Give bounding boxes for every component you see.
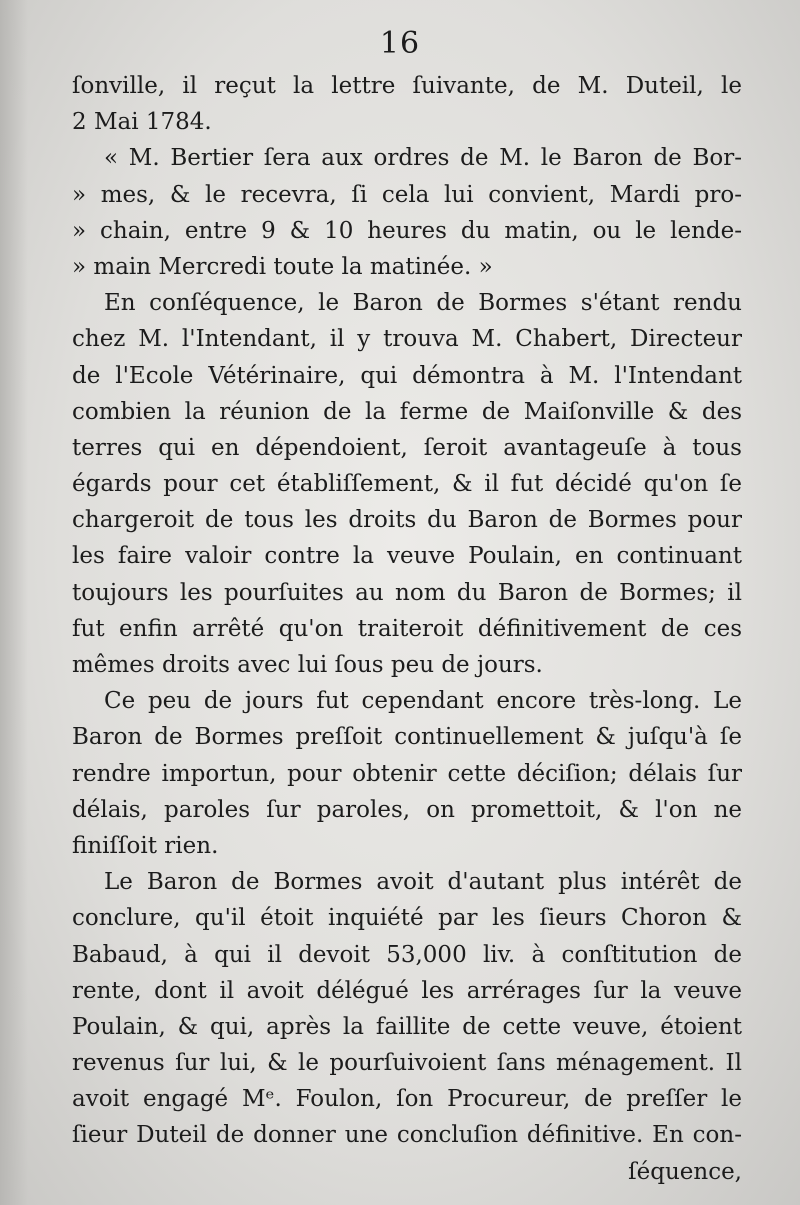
- text-line: Le Baron de Bormes avoit d'autant plus intérêt de: [104, 869, 742, 896]
- text-line: chargeroit de tous les droits du Baron de Bormes pour: [72, 507, 742, 534]
- text-line: Ce peu de jours fut cependant encore très-long. Le: [104, 688, 742, 715]
- text-line: revenus ſur lui, & le pourſuivoient ſans ménagement. Il: [72, 1050, 742, 1077]
- body-text: [72, 68, 742, 1190]
- text-line: les faire valoir contre la veuve Poulain, en continuant: [72, 543, 742, 570]
- text-line: conclure, qu'il étoit inquiété par les ſieurs Choron &: [72, 905, 742, 932]
- text-line: combien la réunion de la ferme de Maiſonville & des: [72, 398, 742, 425]
- text-line: terres qui en dépendoient, ſeroit avantageuſe à tous: [72, 434, 742, 461]
- text-line: En conſéquence, le Baron de Bormes s'étant rendu: [104, 290, 742, 317]
- text-line: » mes, & le recevra, ſi cela lui convient, Mardi pro-: [72, 181, 742, 208]
- gutter-shadow: [0, 0, 28, 1205]
- text-line: ſieur Duteil de donner une concluſion définitive. En con-: [72, 1122, 742, 1149]
- text-line: délais, paroles ſur paroles, on promettoit, & l'on ne: [72, 796, 742, 823]
- text-line: rendre importun, pour obtenir cette déciſion; délais ſur: [72, 760, 742, 787]
- text-line: fut enfin arrêté qu'on traiteroit définitivement de ces: [72, 615, 742, 642]
- text-line: Baron de Bormes preſſoit continuellement & juſqu'à ſe: [72, 724, 742, 751]
- text-line: avoit engagé Mᵉ. Foulon, ſon Procureur, de preſſer le: [72, 1086, 742, 1113]
- page-number: 16: [379, 26, 421, 61]
- text-line: Babaud, à qui il devoit 53,000 liv. à conſtitution de: [72, 941, 742, 968]
- text-line: mêmes droits avec lui ſous peu de jours.: [72, 652, 543, 678]
- text-line: 2 Mai 1784.: [72, 109, 212, 136]
- text-line: finiſſoit rien.: [72, 832, 219, 859]
- text-line: chez M. l'Intendant, il y trouva M. Chabert, Directeur: [72, 326, 742, 353]
- text-line: ſéquence,: [628, 1158, 742, 1185]
- text-line: de l'Ecole Vétérinaire, qui démontra à M. l'Intendant: [72, 362, 742, 389]
- text-line: égards pour cet établiſſement, & il fut décidé qu'on ſe: [72, 471, 742, 498]
- text-line: « M. Bertier ſera aux ordres de M. le Baron de Bor-: [104, 145, 742, 172]
- text-line: ſonville, il reçut la lettre ſuivante, de M. Duteil, le: [72, 73, 742, 99]
- text-line: toujours les pourſuites au nom du Baron de Bormes; il: [72, 579, 742, 606]
- text-line: » chain, entre 9 & 10 heures du matin, ou le lende-: [72, 217, 742, 244]
- text-line: » main Mercredi toute la matinée. »: [72, 253, 493, 280]
- text-line: rente, dont il avoit délégué les arrérages ſur la veuve: [72, 977, 742, 1004]
- text-line: Poulain, & qui, après la faillite de cette veuve, étoient: [72, 1013, 742, 1040]
